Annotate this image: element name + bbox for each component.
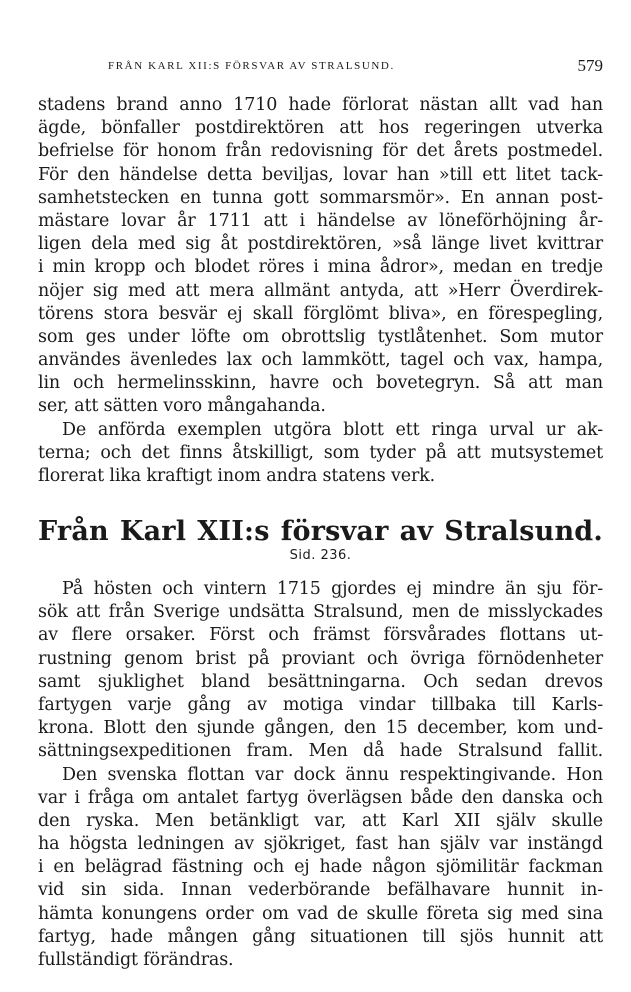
text-line: i min kropp och blodet röres i mina ådror», medan en tredje bbox=[38, 257, 603, 278]
section-heading bbox=[38, 516, 603, 547]
page-number: 579 bbox=[577, 56, 603, 75]
text-line: lin och hermelinsskinn, havre och bovetegryn. Så att man bbox=[38, 373, 603, 394]
heading-word: försvar bbox=[280, 516, 389, 547]
text-line: mästare lovar år 1711 att i händelse av löneförhöjning år- bbox=[38, 210, 603, 231]
text-line: törens stora besvär ej skall förglömt bliva», en förespegling, bbox=[38, 303, 603, 324]
text-line: fullständigt förändras. bbox=[38, 950, 234, 970]
text-line: fartyg, hade mången gång situationen till sjös hunnit att bbox=[38, 926, 603, 947]
text-line: rustning genom brist på proviant och övriga förnödenheter bbox=[38, 648, 603, 669]
text-line: var i fråga om antalet fartyg överlägsen både den danska och bbox=[38, 787, 603, 808]
text-line: i en belägrad fästning och ej hade någon sjömilitär fackman bbox=[38, 857, 603, 878]
text-line: den ryska. Men betänkligt var, att Karl XII själv skulle bbox=[38, 810, 603, 831]
text-line: fartygen varje gång av motiga vindar tillbaka till Karls- bbox=[38, 694, 603, 715]
heading-word: XII:s bbox=[197, 516, 270, 547]
text-line: vid sin sida. Innan vederbörande befälhavare hunnit in- bbox=[38, 880, 603, 901]
text-line: På hösten och vintern 1715 gjordes ej mindre än sju för- bbox=[62, 579, 603, 599]
text-line: Den svenska flottan var dock ännu respektingivande. Hon bbox=[62, 764, 603, 785]
heading-word: av bbox=[399, 516, 434, 547]
running-title: FRÅN KARL XII:S FÖRSVAR AV STRALSUND. bbox=[108, 60, 395, 72]
text-line: nöjer sig med att mera allmänt antyda, att »Herr Överdirek- bbox=[38, 280, 603, 301]
text-line: terna; och det finns åtskilligt, som tyder på att mutsystemet bbox=[38, 442, 603, 463]
heading-word: Stralsund. bbox=[444, 516, 603, 547]
text-line: ligen dela med sig åt postdirektören, »så länge livet kvittrar bbox=[38, 234, 603, 255]
section2-text bbox=[38, 578, 603, 972]
text-line: hämta konungens order om vad de skulle företa sig med sina bbox=[38, 903, 603, 924]
text-line: De anförda exemplen utgöra blott ett ringa urval ur ak- bbox=[62, 419, 603, 440]
text-line: krona. Blott den sjunde gången, den 15 december, kom und- bbox=[38, 718, 603, 739]
text-line: florerat lika kraftigt inom andra statens verk. bbox=[38, 466, 436, 486]
text-line: av flere orsaker. Först och främst försvårades flottans ut- bbox=[38, 625, 603, 646]
text-line: ser, att sätten voro mångahanda. bbox=[38, 396, 326, 417]
text-line: samt sjuklighet bland besättningarna. Och sedan drevos bbox=[38, 671, 603, 692]
text-line: För den händelse detta beviljas, lovar han »till ett litet tack- bbox=[38, 164, 603, 185]
text-line: sättningsexpeditionen fram. Men då hade Stralsund fallit. bbox=[38, 741, 603, 762]
text-line: som ges under löfte om obrottslig tystlåtenhet. Som mutor bbox=[38, 326, 603, 347]
text-line: befrielse för honom från redovisning för det årets postmedel. bbox=[38, 141, 603, 162]
heading-word: Från bbox=[38, 516, 109, 547]
page-reference: Sid. 236. bbox=[289, 548, 352, 563]
heading-word: Karl bbox=[119, 516, 187, 547]
text-line: sök att från Sverige undsätta Stralsund, men de misslyckades bbox=[38, 602, 603, 623]
text-line: ägde, bönfaller postdirektören att hos regeringen utverka bbox=[38, 118, 603, 139]
text-line: användes ävenledes lax och lammkött, tagel och vax, hampa, bbox=[38, 350, 603, 371]
running-head bbox=[38, 56, 603, 80]
text-line: ha högsta ledningen av sjökriget, fast han själv var instängd bbox=[38, 834, 603, 855]
text-line: samhetstecken en tunna gott sommarsmör». En annan post- bbox=[38, 187, 603, 208]
section1-text bbox=[38, 94, 603, 488]
text-line: stadens brand anno 1710 hade förlorat nästan allt vad han bbox=[38, 95, 603, 115]
